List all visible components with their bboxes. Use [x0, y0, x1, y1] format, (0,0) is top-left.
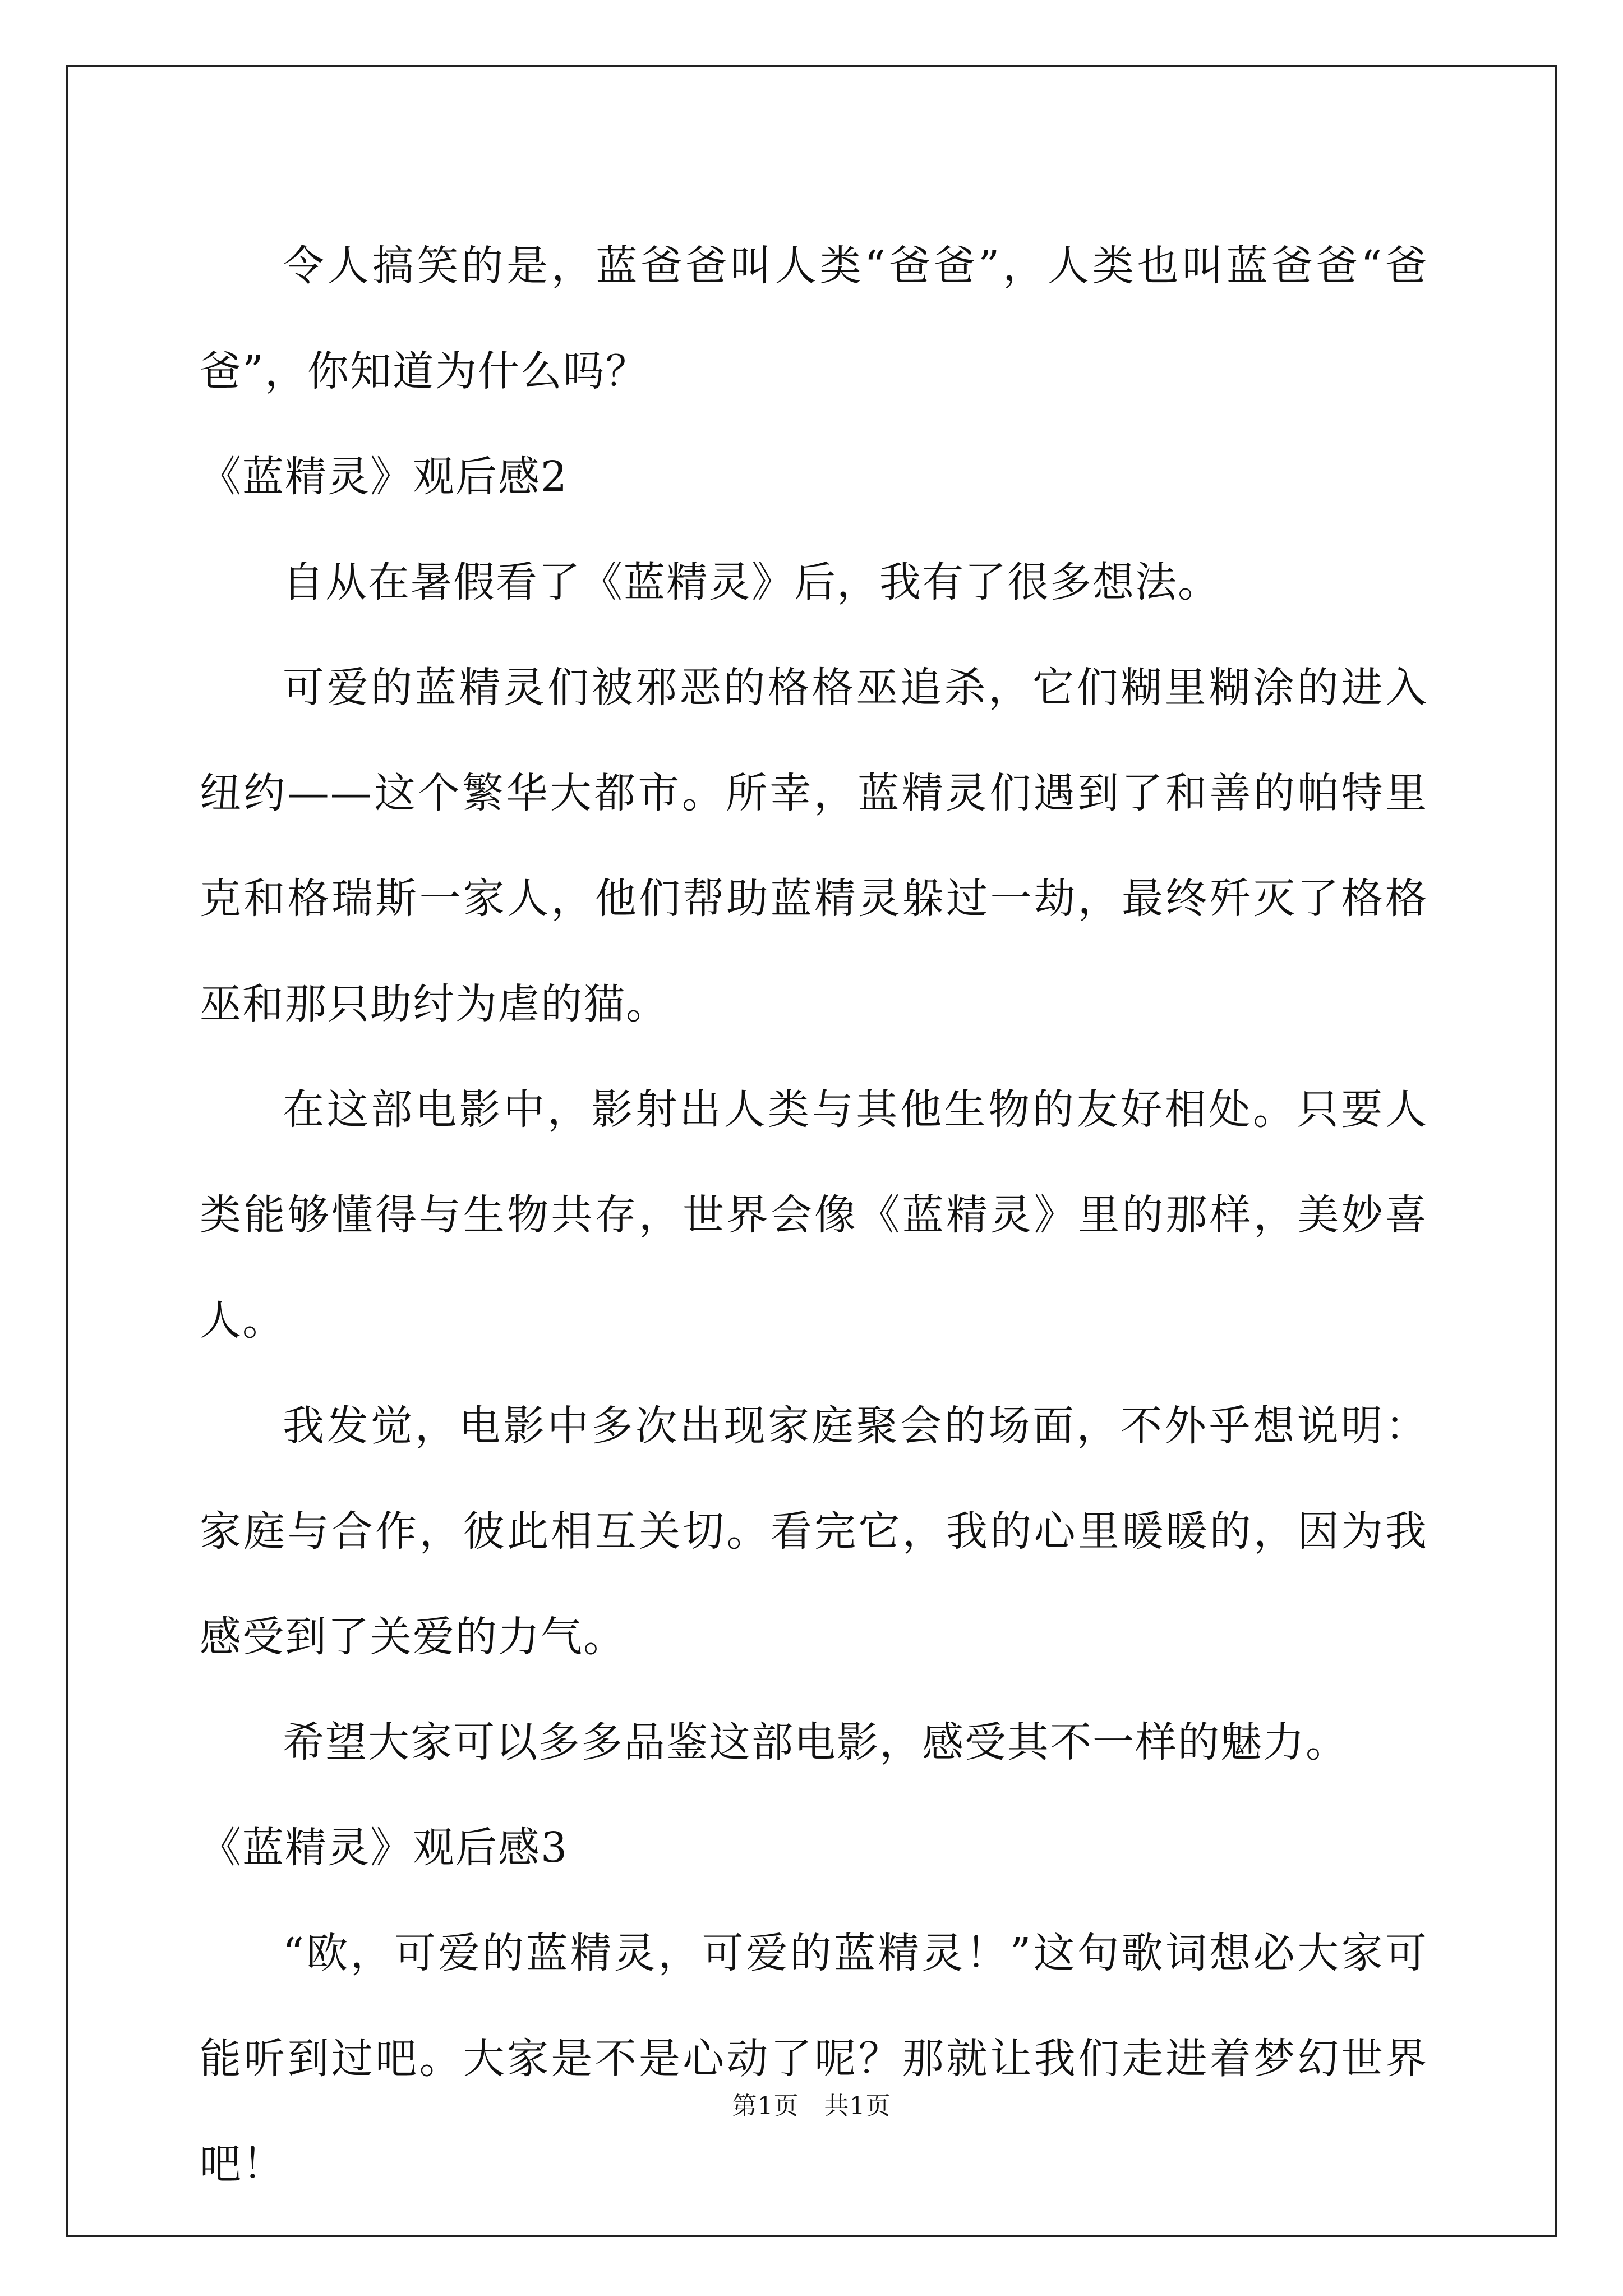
- section-heading: 《蓝精灵》观后感2: [200, 453, 569, 501]
- paragraph: 希望大家可以多多品鉴这部电影，感受其不一样的魅力。: [283, 1718, 1348, 1766]
- document-body: [200, 213, 1428, 2217]
- paragraph: “欧，可爱的蓝精灵，可爱的蓝精灵！”这句歌词想必大家可能听到过吧。大家是不是心动了呢？那就让我们走进着梦幻世界吧！: [200, 1929, 1428, 2188]
- page-footer: [0, 2086, 1623, 2122]
- paragraph: 令人搞笑的是，蓝爸爸叫人类“爸爸”，人类也叫蓝爸爸“爸爸”，你知道为什么吗？: [200, 242, 1428, 395]
- paragraph: 我发觉，电影中多次出现家庭聚会的场面，不外乎想说明：家庭与合作，彼此相互关切。看完它，我的心里暖暖的，因为我感受到了关爱的力气。: [200, 1402, 1428, 1661]
- section-heading: 《蓝精灵》观后感3: [200, 1824, 569, 1872]
- paragraph: 自从在暑假看了《蓝精灵》后，我有了很多想法。: [283, 558, 1220, 606]
- total-pages: 共1页: [824, 2092, 891, 2120]
- paragraph: 在这部电影中，影射出人类与其他生物的友好相处。只要人类能够懂得与生物共存，世界会像《蓝精灵》里的那样，美妙喜人。: [200, 1085, 1428, 1345]
- paragraph: 可爱的蓝精灵们被邪恶的格格巫追杀，它们糊里糊涂的进入纽约——这个繁华大都市。所幸，蓝精灵们遇到了和善的帕特里克和格瑞斯一家人，他们帮助蓝精灵躲过一劫，最终歼灭了格格巫和那只助纣为虐的猫。: [200, 664, 1428, 1028]
- page-number: 第1页: [732, 2092, 799, 2120]
